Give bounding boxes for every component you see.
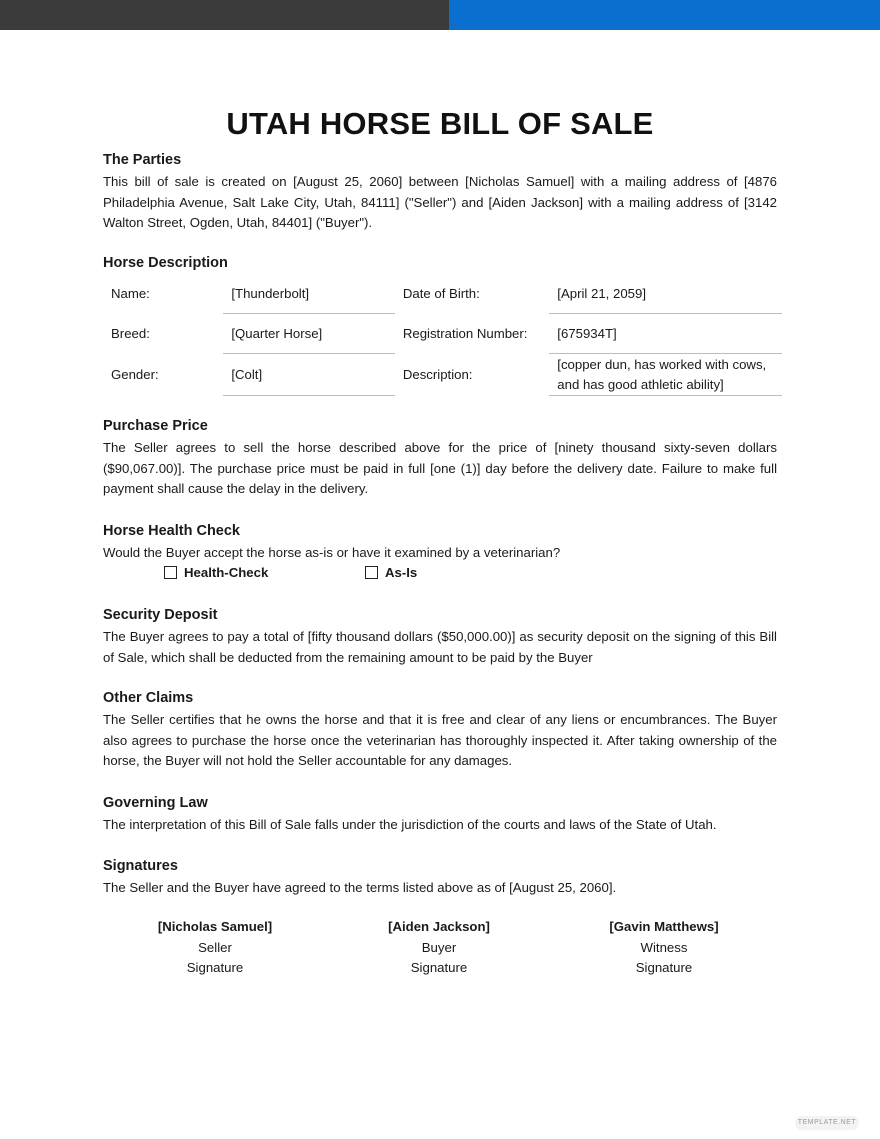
as-is-option-label: As-Is [385,565,418,580]
top-color-bar [0,0,880,30]
buyer-signature-block [329,917,549,979]
description-label: Description: [402,366,473,382]
breed-value: [Quarter Horse] [223,314,395,354]
as-is-option[interactable] [365,565,417,580]
signer-role: Witness [640,939,688,955]
signatures-text: The Seller and the Buyer have agreed to the terms listed above as of [August 25, 2060]. [103,880,617,895]
horse-description-table [103,274,782,396]
health-check-options [103,565,777,585]
date-of-birth-value: [April 21, 2059] [549,274,782,314]
table-row [103,274,782,314]
other-claims-text: The Seller certifies that he owns the horse and that it is free and clear of any liens or encumbrances. The Buyer also agrees to purchase the horse once the veterinarian has thoroughly inspected it. After taking ownership of the horse, the Buyer will not hold the Seller accountable for any damages. [103,712,777,768]
gender-label: Gender: [111,366,159,382]
health-check-question: Would the Buyer accept the horse as-is or have it examined by a veterinarian? [103,545,561,560]
purchase-price-text: The Seller agrees to sell the horse described above for the price of [ninety thousand sixty-seven dollars ($90,067.00)]. The purchase price must be paid in full [one (1)] day before the delivery date. Failure to make full payment shall cause the delay in the delivery. [103,440,777,496]
signature-label: Signature [635,960,693,975]
parties-heading: The Parties [103,152,182,168]
health-check-option[interactable] [164,565,268,580]
table-row [103,354,782,396]
breed-label: Breed: [111,325,150,341]
signer-name: [Nicholas Samuel] [157,919,273,934]
signer-name: [Aiden Jackson] [388,919,490,934]
security-deposit-heading: Security Deposit [103,607,218,623]
signer-role: Buyer [421,939,457,955]
gender-value: [Colt] [223,354,395,396]
parties-text: This bill of sale is created on [August 25, 2060] between [Nicholas Samuel] with a mailing address of [4876 Philadelphia Avenue, Salt Lake City, Utah, 84111] ("Seller") and [Aiden Jackson] with a mailing address of [3142 Walton Street, Ogden, Utah, 84401] ("Buyer"). [103,174,777,230]
signature-label: Signature [410,960,468,975]
governing-law-text: The interpretation of this Bill of Sale falls under the jurisdiction of the courts and laws of the State of Utah. [103,817,717,832]
registration-number-label: Registration Number: [402,325,528,341]
checkbox-icon[interactable] [365,566,378,579]
seller-signature-block [105,917,325,979]
checkbox-icon[interactable] [164,566,177,579]
purchase-price-heading: Purchase Price [103,418,208,434]
health-check-option-label: Health-Check [184,565,269,580]
horse-description-heading: Horse Description [103,255,228,271]
name-value: [Thunderbolt] [223,274,395,314]
signer-name: [Gavin Matthews] [609,919,719,934]
top-bar-blue-segment [449,0,880,30]
table-row [103,314,782,354]
governing-law-heading: Governing Law [103,795,208,811]
signer-role: Seller [198,939,232,955]
name-label: Name: [111,285,150,301]
description-value: [copper dun, has worked with cows, and has good athletic ability] [549,354,782,396]
other-claims-heading: Other Claims [103,690,194,706]
signature-label: Signature [186,960,244,975]
template-watermark: TEMPLATE.NET [795,1116,859,1130]
signatures-heading: Signatures [103,858,178,874]
security-deposit-text: The Buyer agrees to pay a total of [fifty thousand dollars ($50,000.00)] as security deposit on the signing of this Bill of Sale, which shall be deducted from the remaining amount to be paid by the Buyer [103,629,777,665]
top-bar-dark-segment [0,0,449,30]
registration-number-value: [675934T] [549,314,782,354]
date-of-birth-label: Date of Birth: [402,285,480,301]
health-check-heading: Horse Health Check [103,523,240,539]
witness-signature-block [554,917,774,979]
document-title: UTAH HORSE BILL OF SALE [226,106,654,141]
